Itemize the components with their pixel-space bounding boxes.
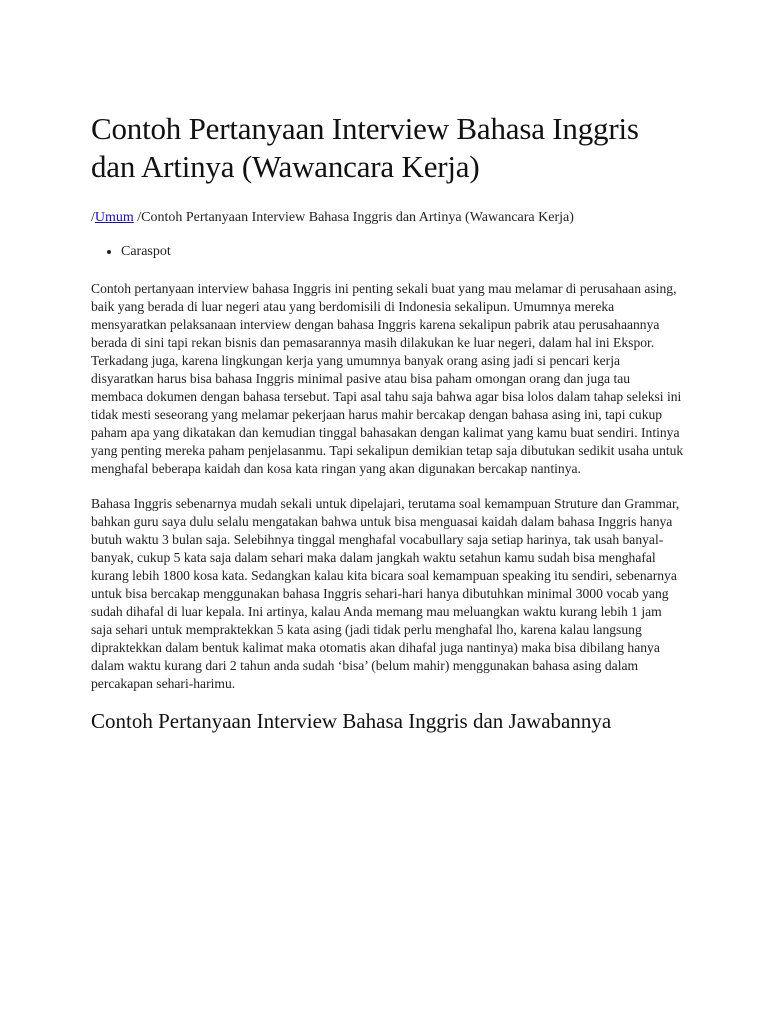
breadcrumb-current: Contoh Pertanyaan Interview Bahasa Inggris dan Artinya (Wawancara Kerja): [141, 210, 574, 225]
body-paragraph-2: Bahasa Inggris sebenarnya mudah sekali untuk dipelajari, terutama soal kemampuan Struture dan Grammar, bahkan guru saya dulu selalu mengatakan bahwa untuk bisa menguasai kaidah dalam bahasa Inggris hanya butuh waktu 3 bulan saja. Selebihnya tinggal menghafal vocabullary saja setiap harinya, tak usah banyal-banyak, cukup 5 kata saja dalam sehari maka dalam jangkah waktu setahun kamu sudah bisa menghafal kurang lebih 1800 kosa kata. Sedangkan kalau kita bicara soal kemampuan speaking itu sendiri, sebenarnya untuk bisa bercakap menggunakan bahasa Inggris sehari-hari hanya dibutuhkan minimal 3000 vocab yang sudah dihafal di luar kepala. Ini artinya, kalau Anda memang mau meluangkan waktu kurang lebih 1 jam saja sehari untuk mempraktekkan 5 kata asing (jadi tidak perlu menghafal lho, karena kalau langsung dipraktekkan dalam bentuk kalimat maka otomatis akan dihafal juga nantinya) maka bisa dibilang hanya dalam waktu kurang dari 2 tahun anda sudah ‘bisa’ (belum mahir) menggunakan bahasa asing dalam percakapan sehari-harimu.: [91, 496, 680, 691]
author-item: • Caraspot: [121, 243, 684, 261]
article-meta-list: [91, 243, 684, 261]
article-title: Contoh Pertanyaan Interview Bahasa Inggris dan Artinya (Wawancara Kerja): [91, 111, 639, 184]
breadcrumb-link-umum[interactable]: Umum: [94, 210, 134, 225]
body-paragraph-1: Contoh pertanyaan interview bahasa Inggris ini penting sekali buat yang mau melamar di perusahaan asing, baik yang berada di luar negeri atau yang berdomisili di Indonesia sekalipun. Umumnya mereka mensyaratkan pelaksanaan interview dengan bahasa Inggris karena sekalipun pabrik atau perusahaannya berada di sini tapi rekan bisnis dan pemasarannya masih dilakukan ke luar negeri, dalam hal ini Ekspor. Terkadang juga, karena lingkungan kerja yang umumnya banyak orang asing jadi si pencari kerja disyaratkan harus bisa bahasa Inggris minimal pasive atau bisa paham omongan orang dan juga tau membaca dokumen dengan bahasa tersebut. Tapi asal tahu saja bahwa agar bisa lolos dalam tahap seleksi ini tidak mesti seseorang yang melamar pekerjaan harus mahir bercakap dengan bahasa asing ini, tapi cukup paham apa yang dikatakan dan kemudian tinggal bahasakan dengan kalimat yang kamu buat sendiri. Intinya yang penting mereka paham penjelasanmu. Tapi sekalipun demikian tetap saja dibutukan sedikit usaha untuk menghafal beberapa kaidah dan kosa kata ringan yang akan digunakan bercakap nantinya.: [91, 281, 684, 476]
breadcrumb: [91, 209, 684, 227]
breadcrumb-separator: /: [91, 210, 95, 225]
breadcrumb-separator: /: [133, 210, 142, 225]
section-heading: Contoh Pertanyaan Interview Bahasa Inggris dan Jawabannya: [91, 709, 612, 733]
